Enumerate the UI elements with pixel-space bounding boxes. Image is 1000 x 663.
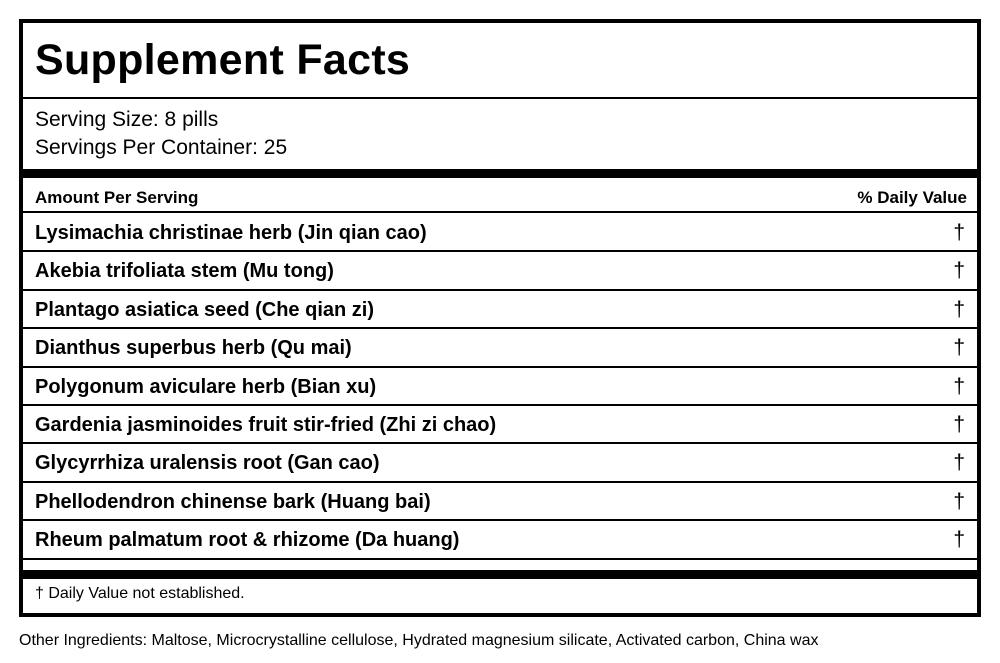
divider-line	[23, 211, 977, 213]
ingredient-name: Akebia trifoliata stem (Mu tong)	[35, 260, 334, 283]
ingredient-name: Glycyrrhiza uralensis root (Gan cao)	[35, 452, 380, 475]
column-header-row	[23, 173, 977, 211]
dagger-mark: †	[953, 336, 965, 360]
thick-divider	[23, 570, 977, 579]
ingredient-name: Phellodendron chinense bark (Huang bai)	[35, 490, 431, 513]
ingredient-name: Polygonum aviculare herb (Bian xu)	[35, 375, 377, 398]
ingredient-row	[23, 483, 977, 521]
ingredient-name: Rheum palmatum root & rhizome (Da huang)	[35, 529, 460, 552]
dagger-mark: †	[953, 374, 965, 398]
dagger-mark: †	[953, 221, 965, 244]
ingredient-list	[23, 214, 977, 560]
ingredient-row	[23, 214, 977, 252]
dagger-mark: †	[953, 412, 965, 436]
ingredient-row	[23, 329, 977, 367]
other-ingredients: Other Ingredients: Maltose, Microcrystalline cellulose, Hydrated magnesium silicate, Activated carbon, China wax	[19, 632, 819, 649]
ingredient-row	[23, 521, 977, 559]
ingredient-name: Gardenia jasminoides fruit stir-fried (Zhi zi chao)	[35, 413, 497, 436]
ingredient-row	[23, 291, 977, 329]
daily-value-footnote: † Daily Value not established.	[35, 585, 245, 602]
amount-per-serving-header: Amount Per Serving	[35, 188, 199, 207]
ingredient-row	[23, 252, 977, 290]
serving-info	[35, 106, 287, 162]
ingredient-name: Plantago asiatica seed (Che qian zi)	[35, 298, 374, 321]
dagger-mark: †	[953, 528, 965, 552]
supplement-facts-panel	[19, 19, 981, 617]
dagger-mark: †	[953, 259, 965, 283]
ingredient-row	[23, 368, 977, 406]
divider-line	[23, 97, 977, 99]
ingredient-name: Lysimachia christinae herb (Jin qian cao)	[35, 222, 427, 244]
dagger-mark: †	[953, 489, 965, 513]
ingredient-name: Dianthus superbus herb (Qu mai)	[35, 337, 352, 360]
servings-per-container: Servings Per Container: 25	[35, 136, 288, 159]
ingredient-row	[23, 406, 977, 444]
dagger-mark: †	[953, 451, 965, 475]
dagger-mark: †	[953, 297, 965, 321]
daily-value-header: % Daily Value	[857, 188, 967, 207]
panel-title: Supplement Facts	[35, 36, 411, 84]
serving-size: Serving Size: 8 pills	[35, 108, 219, 131]
ingredient-row	[23, 444, 977, 482]
